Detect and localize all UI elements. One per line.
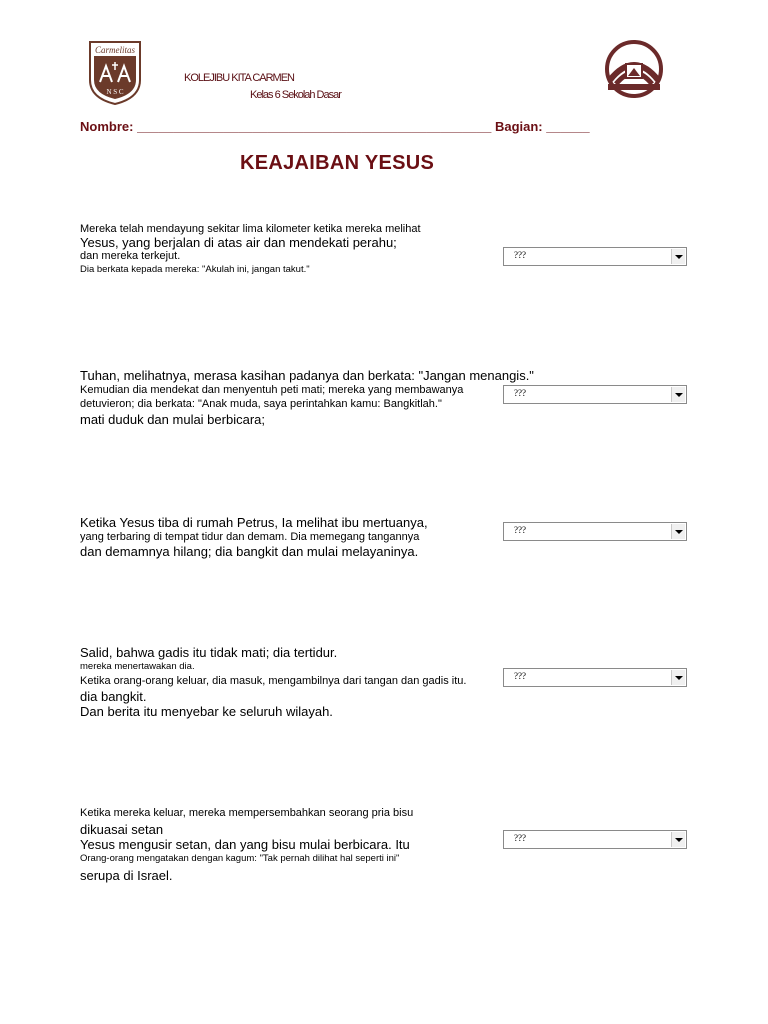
emblem-logo <box>602 40 666 98</box>
question-line: dan mereka terkejut. <box>80 250 181 262</box>
bagian-input-line[interactable]: ______ <box>546 119 590 134</box>
dropdown-value: ??? <box>514 525 526 535</box>
crest-text-bottom: N S C <box>106 88 124 96</box>
answer-dropdown-5[interactable] <box>503 830 687 849</box>
bagian-label: Bagian: <box>491 119 547 134</box>
question-line: Dan berita itu menyebar ke seluruh wilayah. <box>80 704 333 719</box>
question-4-text <box>80 645 466 719</box>
dropdown-value: ??? <box>514 250 526 260</box>
question-line: yang terbaring di tempat tidur dan demam. Dia memegang tangannya <box>80 531 420 543</box>
question-line: serupa di Israel. <box>80 868 173 883</box>
chevron-down-icon[interactable] <box>671 670 685 685</box>
question-line: dia bangkit. <box>80 689 147 704</box>
crest-text-top: Carmelitas <box>94 45 136 55</box>
school-crest-logo <box>88 40 142 106</box>
name-section-row <box>80 119 590 134</box>
school-subtitle: Kelas 6 Sekolah Dasar <box>250 89 341 101</box>
nombre-label: Nombre: <box>80 119 138 134</box>
answer-dropdown-1[interactable] <box>503 247 687 266</box>
question-line: Tuhan, melihatnya, merasa kasihan padanya dan berkata: "Jangan menangis." <box>80 368 534 383</box>
question-line: Yesus, yang berjalan di atas air dan mendekati perahu; <box>80 235 397 250</box>
question-1-text <box>80 223 421 275</box>
nombre-input-line[interactable]: _________________________________________________ <box>137 119 492 134</box>
school-name: KOLEJIBU KITA CARMEN <box>184 72 294 84</box>
question-2-text <box>80 368 534 427</box>
question-line: mati duduk dan mulai berbicara; <box>80 412 265 427</box>
answer-dropdown-3[interactable] <box>503 522 687 541</box>
chevron-down-icon[interactable] <box>671 249 685 264</box>
page-title: KEAJAIBAN YESUS <box>240 152 435 174</box>
answer-dropdown-2[interactable] <box>503 385 687 404</box>
question-line: Ketika mereka keluar, mereka mempersembahkan seorang pria bisu <box>80 807 414 819</box>
dropdown-value: ??? <box>514 833 526 843</box>
question-line: Ketika orang-orang keluar, dia masuk, mengambilnya dari tangan dan gadis itu. <box>80 675 467 687</box>
question-3-text <box>80 515 428 559</box>
question-line: mereka menertawakan dia. <box>80 661 195 672</box>
question-line: Dia berkata kepada mereka: "Akulah ini, jangan takut." <box>80 264 310 275</box>
question-line: Kemudian dia mendekat dan menyentuh peti mati; mereka yang membawanya <box>80 384 464 396</box>
question-line: Ketika Yesus tiba di rumah Petrus, Ia melihat ibu mertuanya, <box>80 515 428 530</box>
chevron-down-icon[interactable] <box>671 832 685 847</box>
question-line: Yesus mengusir setan, dan yang bisu mulai berbicara. Itu <box>80 837 410 852</box>
chevron-down-icon[interactable] <box>671 524 685 539</box>
chevron-down-icon[interactable] <box>671 387 685 402</box>
question-5-text <box>80 807 413 883</box>
question-line: dikuasai setan <box>80 822 164 837</box>
dropdown-value: ??? <box>514 671 526 681</box>
question-line: Mereka telah mendayung sekitar lima kilometer ketika mereka melihat <box>80 223 421 235</box>
dropdown-value: ??? <box>514 388 526 398</box>
answer-dropdown-4[interactable] <box>503 668 687 687</box>
question-line: Salid, bahwa gadis itu tidak mati; dia tertidur. <box>80 645 338 660</box>
question-line: detuvieron; dia berkata: "Anak muda, saya perintahkan kamu: Bangkitlah." <box>80 398 442 410</box>
question-line: dan demamnya hilang; dia bangkit dan mulai melayaninya. <box>80 544 419 559</box>
question-line: Orang-orang mengatakan dengan kagum: "Tak pernah dilihat hal seperti ini" <box>80 853 400 864</box>
